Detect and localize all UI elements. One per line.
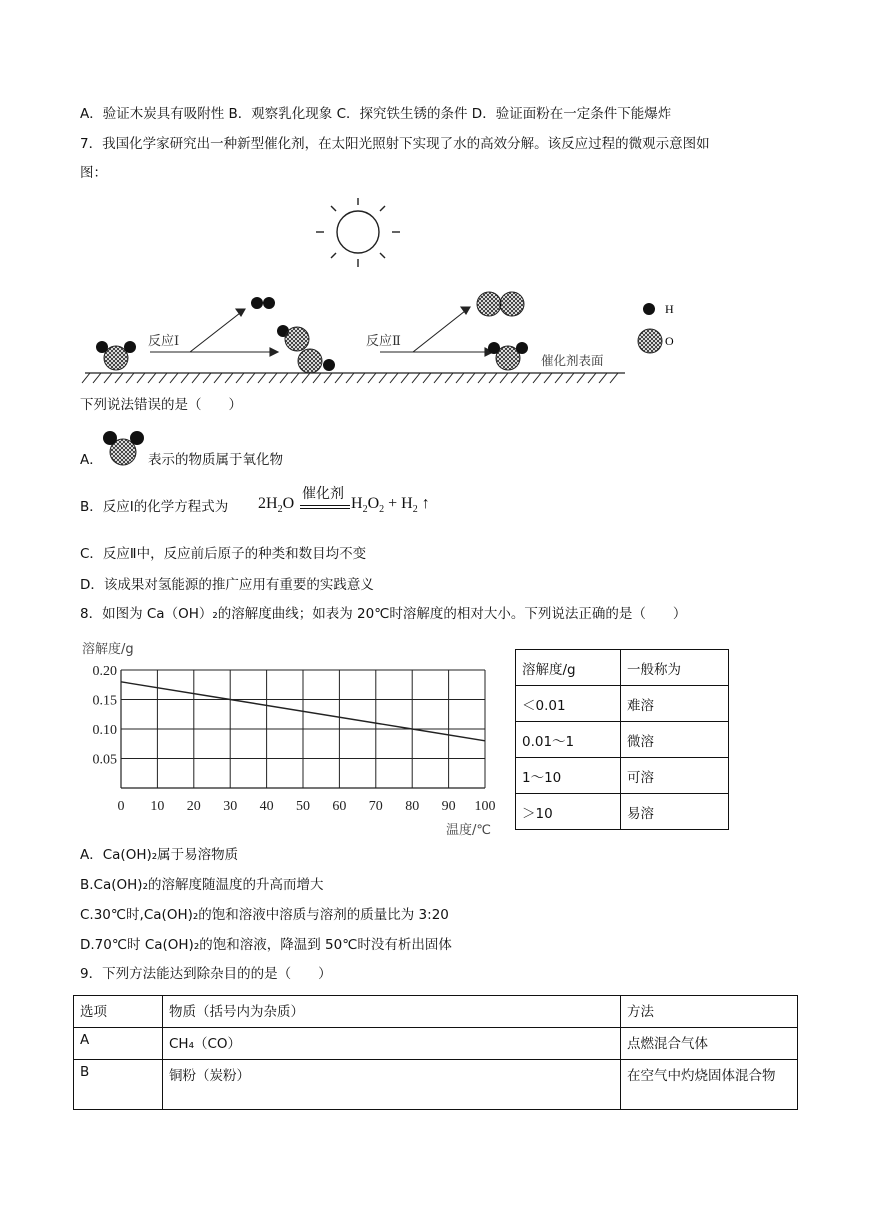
table-cell: 微溶 xyxy=(621,722,729,758)
table-cell: ＞10 xyxy=(516,794,621,830)
table-cell: B xyxy=(74,1060,163,1110)
table-row xyxy=(516,794,729,830)
x-tick-label: 30 xyxy=(223,799,238,814)
o2-molecule xyxy=(477,292,524,316)
reaction2-arrows xyxy=(380,307,493,356)
table-cell: CH₄（CO） xyxy=(163,1028,621,1060)
legend-h-label: H xyxy=(665,302,674,316)
q7-option-b-equation: 催化剂 $2H_2O$ $H_2O_2 + H_2$ ↑ xyxy=(258,483,438,523)
table-header-cell: 一般称为 xyxy=(621,650,729,686)
water-molecule-right xyxy=(488,342,528,370)
table-header-cell: 溶解度/g xyxy=(516,650,621,686)
h2o2-molecule xyxy=(277,325,335,373)
q9-stem: 9．下列方法能达到除杂目的的是（ ） xyxy=(80,966,332,982)
table-cell: 在空气中灼烧固体混合物 xyxy=(621,1060,798,1110)
q7-option-b-prefix: B．反应Ⅰ的化学方程式为 xyxy=(80,499,229,515)
table-header-cell: 选项 xyxy=(74,996,163,1028)
q9-table xyxy=(73,995,798,1110)
table-header-cell: 物质（括号内为杂质） xyxy=(163,996,621,1028)
table-row xyxy=(74,996,798,1028)
table-row xyxy=(516,722,729,758)
solubility-table xyxy=(515,649,729,830)
legend-o-label: O xyxy=(665,334,674,348)
q7-stem-line2: 图： xyxy=(80,165,107,181)
table-cell: 0.01～1 xyxy=(516,722,621,758)
y-tick-label: 0.20 xyxy=(92,664,117,679)
table-row xyxy=(74,1028,798,1060)
x-tick-label: 0 xyxy=(117,799,125,814)
table-row xyxy=(516,650,729,686)
q7-question: 下列说法错误的是（ ） xyxy=(80,397,242,413)
table-cell: 1～10 xyxy=(516,758,621,794)
q8-option-c: C.30℃时,Ca(OH)₂的饱和溶液中溶质与溶剂的质量比为 3:20 xyxy=(80,907,449,923)
reaction-diagram xyxy=(80,195,700,390)
x-axis-label: 温度/℃ xyxy=(446,823,491,838)
x-tick-label: 50 xyxy=(296,799,310,814)
solubility-chart xyxy=(78,638,508,838)
q7-option-c: C．反应Ⅱ中，反应前后原子的种类和数目均不变 xyxy=(80,546,367,562)
table-header-cell: 方法 xyxy=(621,996,798,1028)
q7-option-a-text: 表示的物质属于氧化物 xyxy=(148,452,283,468)
table-cell: 点燃混合气体 xyxy=(621,1028,798,1060)
x-tick-label: 80 xyxy=(405,799,420,814)
water-molecule-left xyxy=(96,341,136,370)
legend-h-icon xyxy=(643,303,655,315)
table-cell: ＜0.01 xyxy=(516,686,621,722)
y-tick-label: 0.15 xyxy=(92,693,117,709)
catalyst-label: 催化剂 xyxy=(302,487,344,502)
q8-option-b: B.Ca(OH)₂的溶解度随温度的升高而增大 xyxy=(80,877,324,893)
q6-options: A．验证木炭具有吸附性 B．观察乳化现象 C．探究铁生锈的条件 D．验证面粉在一定条件下能爆炸 xyxy=(80,106,672,122)
q8-option-d: D.70℃时 Ca(OH)₂的饱和溶液，降温到 50℃时没有析出固体 xyxy=(80,937,452,953)
h2-molecule xyxy=(251,297,275,309)
reaction1-label: 反应Ⅰ xyxy=(148,333,180,348)
table-cell: 易溶 xyxy=(621,794,729,830)
table-row xyxy=(516,686,729,722)
x-tick-label: 90 xyxy=(441,799,456,814)
sun-icon xyxy=(316,198,400,267)
table-row xyxy=(74,1060,798,1110)
x-tick-label: 100 xyxy=(474,799,496,814)
q7-option-a-prefix: A． xyxy=(80,452,103,468)
table-cell: 可溶 xyxy=(621,758,729,794)
surface-label: 催化剂表面 xyxy=(541,354,604,368)
table-cell: 铜粉（炭粉） xyxy=(163,1060,621,1110)
x-tick-label: 20 xyxy=(186,799,201,814)
q8-stem: 8．如图为 Ca（OH）₂的溶解度曲线；如表为 20℃时溶解度的相对大小。下列说法正确的是（ ） xyxy=(80,606,687,622)
y-tick-label: 0.05 xyxy=(92,752,117,768)
y-tick-label: 0.10 xyxy=(92,723,117,738)
table-row xyxy=(516,758,729,794)
reaction2-label: 反应Ⅱ xyxy=(366,333,401,348)
q8-option-a: A．Ca(OH)₂属于易溶物质 xyxy=(80,847,239,863)
q7-stem-line1: 7．我国化学家研究出一种新型催化剂，在太阳光照射下实现了水的高效分解。该反应过程的微观示意图如 xyxy=(80,136,710,152)
legend-o-icon xyxy=(638,329,662,353)
x-tick-label: 10 xyxy=(150,799,165,814)
catalyst-surface xyxy=(82,373,625,383)
q7-option-d: D．该成果对氢能源的推广应用有重要的实践意义 xyxy=(80,577,374,593)
y-axis-label: 溶解度/g xyxy=(82,642,134,657)
table-cell: 难溶 xyxy=(621,686,729,722)
water-molecule-icon xyxy=(100,426,150,470)
x-tick-label: 70 xyxy=(368,799,383,814)
x-tick-label: 60 xyxy=(332,799,347,814)
table-cell: A xyxy=(74,1028,163,1060)
x-tick-label: 40 xyxy=(259,799,274,814)
